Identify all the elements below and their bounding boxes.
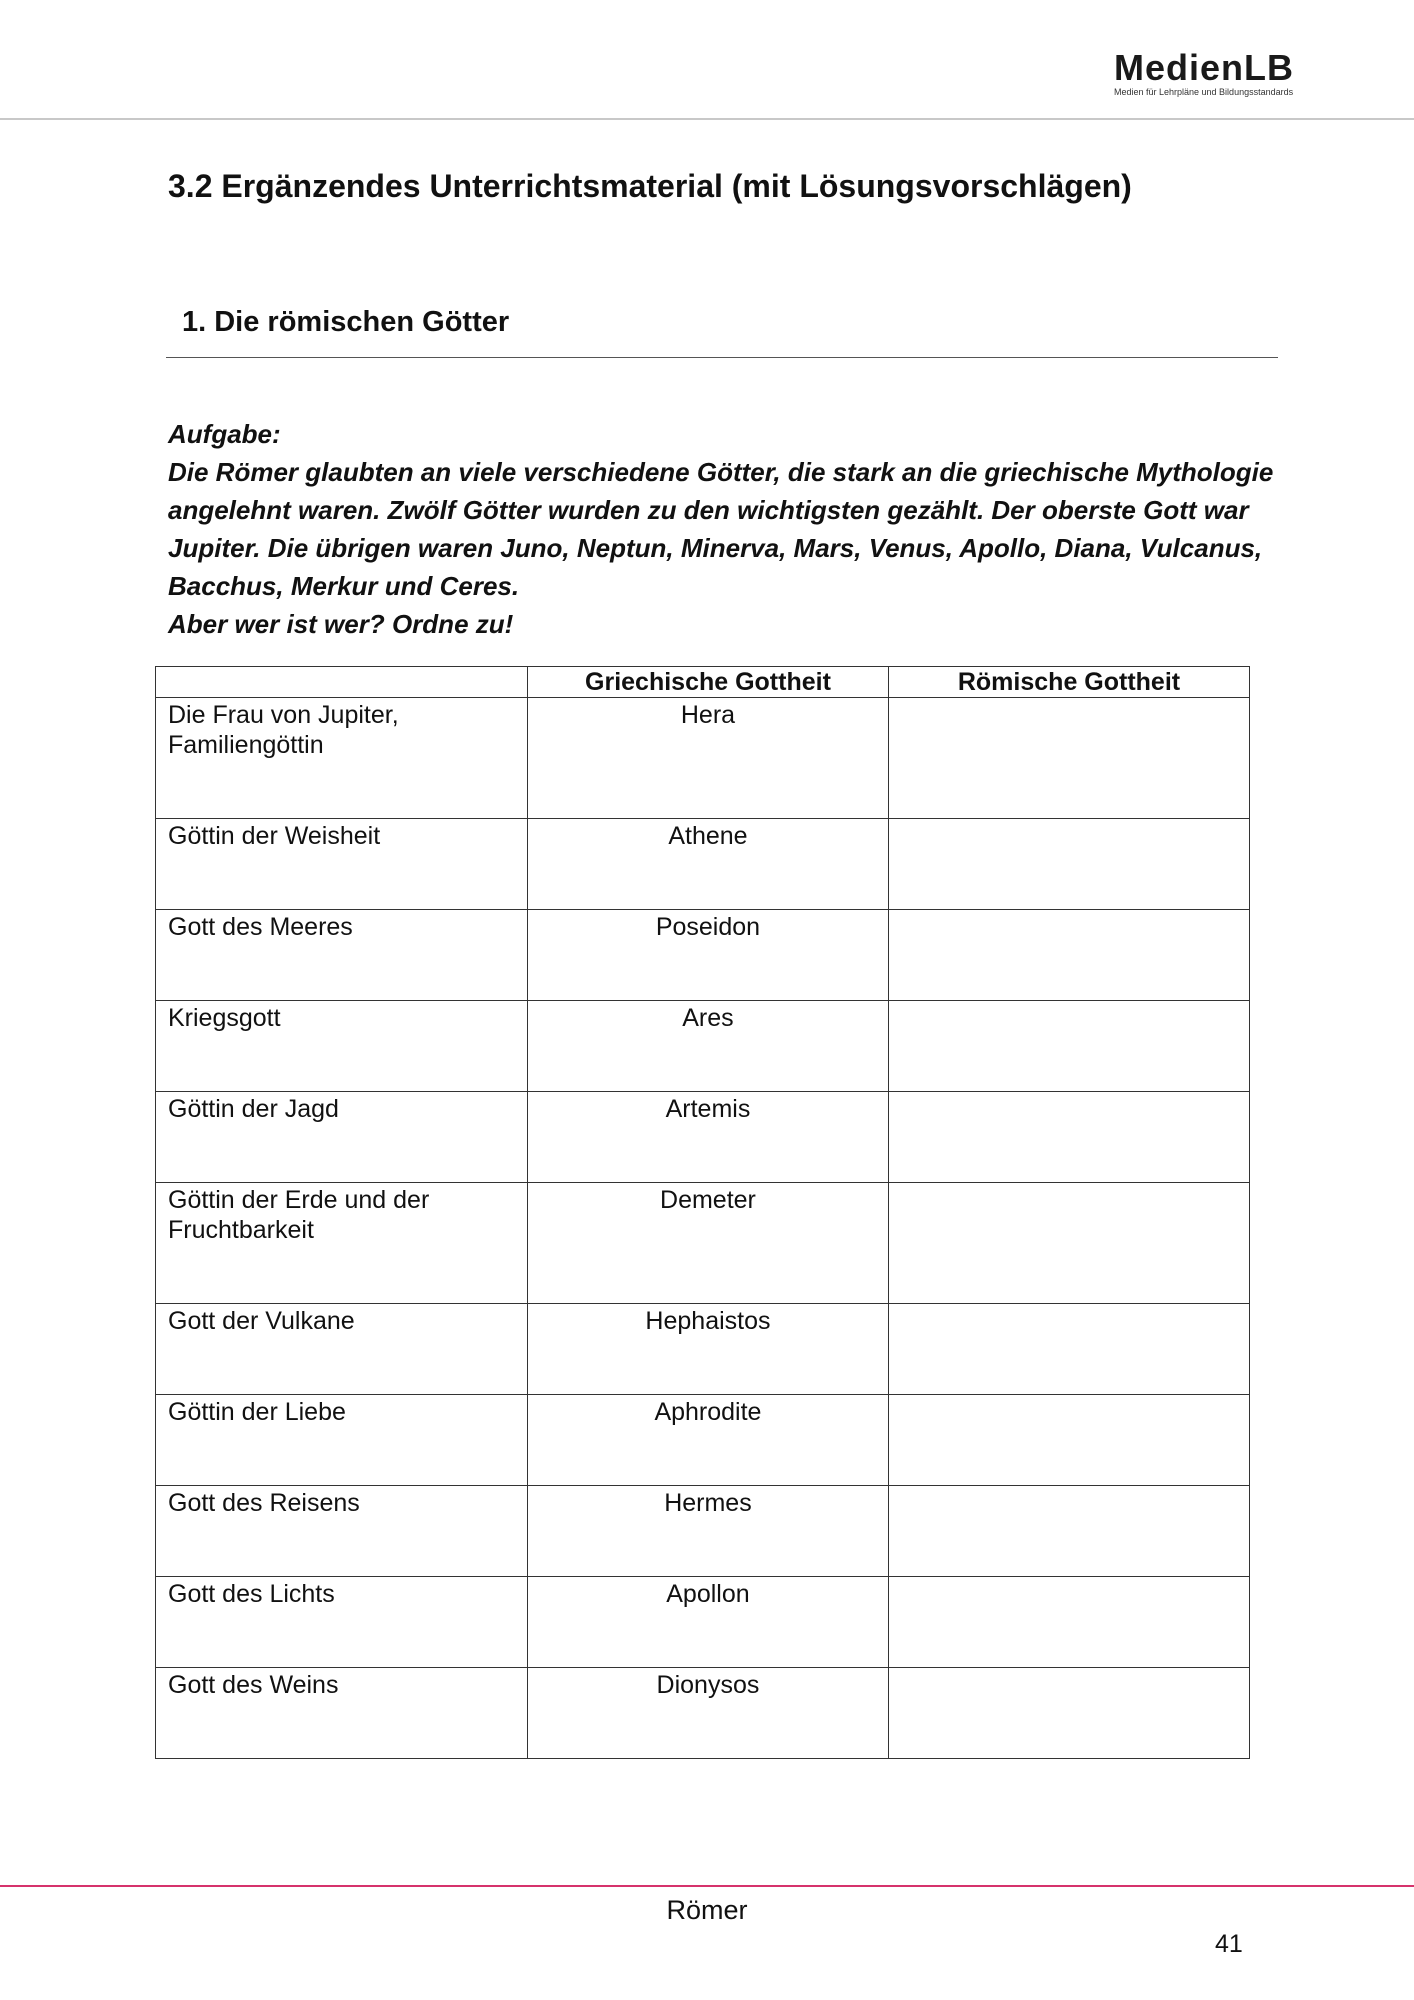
row-roman-deity[interactable]	[888, 1486, 1249, 1577]
row-greek-deity: Dionysos	[527, 1668, 888, 1759]
row-description: Göttin der Weisheit	[156, 819, 528, 910]
row-roman-deity[interactable]	[888, 819, 1249, 910]
row-description: Kriegsgott	[156, 1001, 528, 1092]
footer-title: Römer	[666, 1895, 748, 1925]
task-question: Aber wer ist wer? Ordne zu!	[168, 609, 514, 639]
row-description: Die Frau von Jupiter, Familiengöttin	[156, 698, 528, 819]
row-roman-deity[interactable]	[888, 1304, 1249, 1395]
subsection-divider	[166, 357, 1278, 358]
row-roman-deity[interactable]	[888, 1395, 1249, 1486]
table-row	[156, 1092, 1250, 1183]
task-label: Aufgabe:	[168, 419, 281, 449]
table-row	[156, 1668, 1250, 1759]
row-roman-deity[interactable]	[888, 1092, 1249, 1183]
table-row	[156, 698, 1250, 819]
row-roman-deity[interactable]	[888, 1001, 1249, 1092]
table-row	[156, 1395, 1250, 1486]
table-row	[156, 910, 1250, 1001]
page-number: 41	[1215, 1930, 1243, 1958]
row-description: Gott des Lichts	[156, 1577, 528, 1668]
row-greek-deity: Artemis	[527, 1092, 888, 1183]
header-roman: Römische Gottheit	[888, 667, 1249, 698]
row-roman-deity[interactable]	[888, 1183, 1249, 1304]
row-description: Gott des Weins	[156, 1668, 528, 1759]
table-row	[156, 1001, 1250, 1092]
header-greek: Griechische Gottheit	[527, 667, 888, 698]
gods-table	[155, 666, 1250, 1759]
logo-wordmark: MedienLB	[1113, 47, 1294, 88]
table-row	[156, 819, 1250, 910]
row-greek-deity: Apollon	[527, 1577, 888, 1668]
row-roman-deity[interactable]	[888, 1668, 1249, 1759]
row-description: Gott der Vulkane	[156, 1304, 528, 1395]
row-description: Göttin der Erde und der Fruchtbarkeit	[156, 1183, 528, 1304]
medienlb-logo	[1113, 47, 1294, 97]
row-greek-deity: Athene	[527, 819, 888, 910]
row-description: Göttin der Liebe	[156, 1395, 528, 1486]
row-roman-deity[interactable]	[888, 1577, 1249, 1668]
logo-tagline: Medien für Lehrpläne und Bildungsstandards	[1113, 87, 1294, 97]
table-header-row	[156, 667, 1250, 698]
row-description: Gott des Meeres	[156, 910, 528, 1001]
row-greek-deity: Demeter	[527, 1183, 888, 1304]
header-divider	[0, 118, 1414, 120]
row-greek-deity: Aphrodite	[527, 1395, 888, 1486]
table-row	[156, 1183, 1250, 1304]
header-description	[156, 667, 528, 698]
table-row	[156, 1577, 1250, 1668]
table-row	[156, 1486, 1250, 1577]
task-text: Die Römer glaubten an viele verschiedene Götter, die stark an die griechische Mythologie angelehnt waren. Zwölf Götter wurden zu den wichtigsten gezählt. Der oberste Gott war Jupiter. Die übrigen waren Juno, Neptun, Minerva, Mars, Venus, Apollo, Diana, Vulcanus, Bacchus, Merkur und Ceres.	[168, 457, 1274, 601]
footer-divider	[0, 1885, 1414, 1887]
row-description: Gott des Reisens	[156, 1486, 528, 1577]
row-greek-deity: Hera	[527, 698, 888, 819]
subsection-title: 1. Die römischen Götter	[182, 306, 510, 338]
row-greek-deity: Poseidon	[527, 910, 888, 1001]
task-block	[168, 415, 1278, 643]
row-greek-deity: Ares	[527, 1001, 888, 1092]
table-row	[156, 1304, 1250, 1395]
row-description: Göttin der Jagd	[156, 1092, 528, 1183]
section-title: 3.2 Ergänzendes Unterrichtsmaterial (mit Lösungsvorschlägen)	[168, 168, 1132, 204]
row-roman-deity[interactable]	[888, 910, 1249, 1001]
row-roman-deity[interactable]	[888, 698, 1249, 819]
row-greek-deity: Hephaistos	[527, 1304, 888, 1395]
row-greek-deity: Hermes	[527, 1486, 888, 1577]
